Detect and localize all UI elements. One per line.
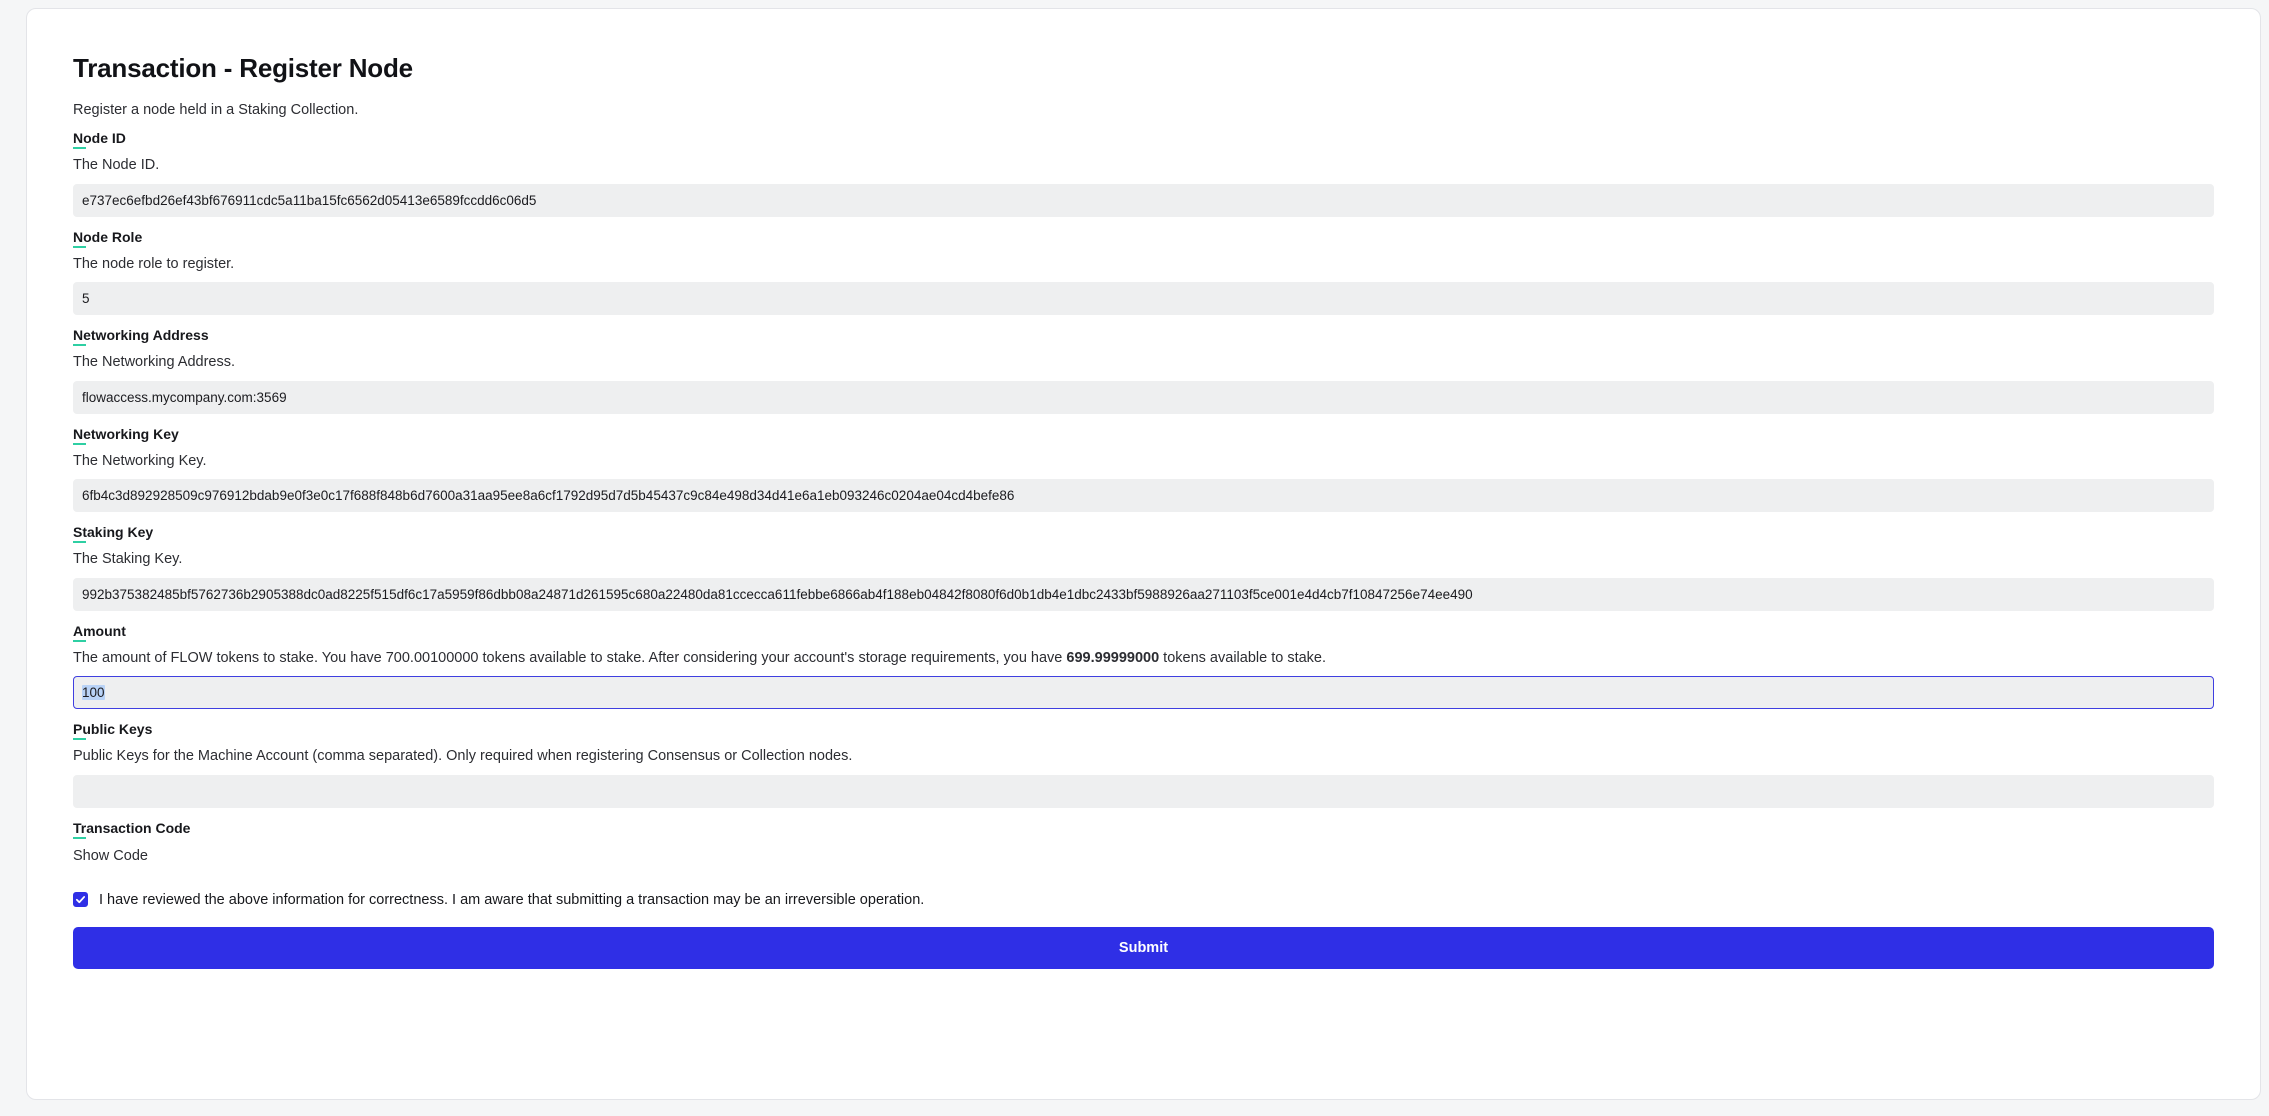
field-label-node-role: Node Role xyxy=(73,229,142,248)
field-label-amount: Amount xyxy=(73,623,126,642)
field-help-amount xyxy=(73,649,2214,669)
page-title: Transaction - Register Node xyxy=(73,53,413,83)
field-label-staking-key: Staking Key xyxy=(73,524,153,543)
transaction-card xyxy=(26,8,2261,1100)
page-root xyxy=(0,8,2269,1116)
field-help-networking-key: The Networking Key. xyxy=(73,452,207,469)
networking-address-input[interactable]: flowaccess.mycompany.com:3569 xyxy=(73,381,2214,414)
confirmation-label: I have reviewed the above information for correctness. I am aware that submitting a transaction may be an irreversible operation. xyxy=(99,891,925,908)
node-role-input[interactable]: 5 xyxy=(73,282,2214,315)
staking-key-input[interactable]: 992b375382485bf5762736b2905388dc0ad8225f515df6c17a5959f86dbb08a24871d261595c680a22480da81ccecca611febbe6866ab4f188eb04842f8080f6d0b1db4e1dbc2433bf5988926aa271103f5ce001e4d4cb7f10847256e74ee490 xyxy=(73,578,2214,611)
field-node-role xyxy=(73,229,2214,316)
field-help-public-keys: Public Keys for the Machine Account (comma separated). Only required when registering Consensus or Collection nodes. xyxy=(73,748,853,765)
public-keys-input[interactable] xyxy=(73,775,2214,808)
field-label-node-id: Node ID xyxy=(73,130,126,149)
field-node-id xyxy=(73,130,2214,217)
field-label-public-keys: Public Keys xyxy=(73,721,152,740)
field-help-networking-address: The Networking Address. xyxy=(73,354,235,371)
field-public-keys xyxy=(73,721,2214,808)
amount-input-value: 100 xyxy=(82,685,105,701)
field-transaction-code xyxy=(73,820,2214,864)
field-networking-key xyxy=(73,426,2214,513)
amount-help-post: tokens available to stake. xyxy=(1159,649,1327,666)
field-label-networking-address: Networking Address xyxy=(73,327,209,346)
node-id-input[interactable]: e737ec6efbd26ef43bf676911cdc5a11ba15fc6562d05413e6589fccdd6c06d5 xyxy=(73,184,2214,217)
amount-help-pre: The amount of FLOW tokens to stake. You have 700.00100000 tokens available to stake. After considering your account's storage requirements, you have xyxy=(73,649,1067,666)
page-subtitle: Register a node held in a Staking Collection. xyxy=(73,102,359,118)
field-help-node-role: The node role to register. xyxy=(73,255,235,272)
show-code-toggle[interactable]: Show Code xyxy=(73,847,148,864)
field-help-node-id: The Node ID. xyxy=(73,157,160,173)
field-label-networking-key: Networking Key xyxy=(73,426,179,445)
field-help-staking-key: The Staking Key. xyxy=(73,551,183,568)
amount-input[interactable] xyxy=(73,676,2214,709)
confirmation-row xyxy=(73,892,2214,908)
field-staking-key xyxy=(73,524,2214,611)
field-amount xyxy=(73,623,2214,710)
submit-button[interactable]: Submit xyxy=(73,927,2214,969)
amount-help-available: 699.99999000 xyxy=(1066,649,1160,666)
confirmation-checkbox[interactable] xyxy=(73,892,88,907)
field-label-transaction-code: Transaction Code xyxy=(73,820,190,839)
field-networking-address xyxy=(73,327,2214,414)
networking-key-input[interactable]: 6fb4c3d892928509c976912bdab9e0f3e0c17f688f848b6d7600a31aa95ee8a6cf1792d95d7d5b45437c9c84e498d34d41e6a1eb093246c0204ae04cd4befe86 xyxy=(73,479,2214,512)
